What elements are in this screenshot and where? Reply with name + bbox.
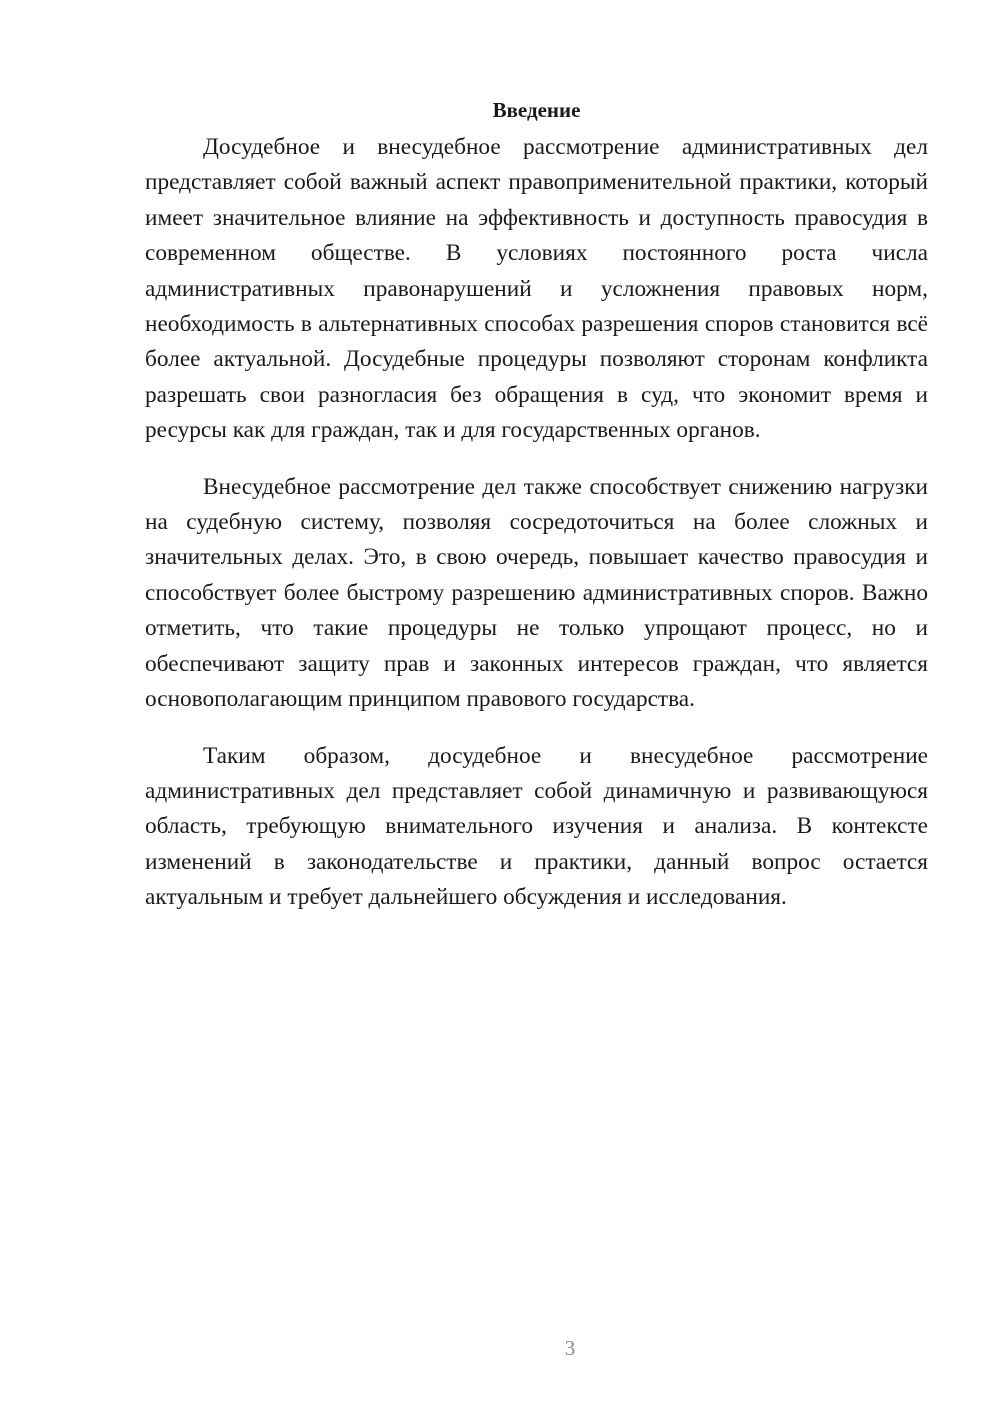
- paragraph-1: Досудебное и внесудебное рассмотрение административных дел представляет собой важный аспект правоприменительной практики, который имеет значительное влияние на эффективность и доступность правосудия в современном обществе. В условиях постоянного роста числа административных правонарушений и усложнения правовых норм, необходимость в альтернативных способах разрешения споров становится всё более актуальной. Досудебные процедуры позволяют сторонам конфликта разрешать свои разногласия без обращения в суд, что экономит время и ресурсы как для граждан, так и для государственных органов.: [145, 134, 928, 444]
- page-content: [145, 96, 928, 937]
- paragraph-2: Внесудебное рассмотрение дел также способствует снижению нагрузки на судебную систему, позволяя сосредоточиться на более сложных и значительных делах. Это, в свою очередь, повышает качество правосудия и способствует более быстрому разрешению административных споров. Важно отметить, что такие процедуры не только упрощают процесс, но и обеспечивают защиту прав и законных интересов граждан, что является основополагающим принципом правового государства.: [145, 473, 928, 713]
- page-number: 3: [564, 1336, 576, 1360]
- paragraph-3: Таким образом, досудебное и внесудебное рассмотрение административных дел представляет собой динамичную и развивающуюся область, требующую внимательного изучения и анализа. В контексте изменений в законодательстве и практики, данный вопрос остается актуальным и требует дальнейшего обсуждения и исследования.: [145, 742, 928, 911]
- section-heading: Введение: [492, 98, 581, 122]
